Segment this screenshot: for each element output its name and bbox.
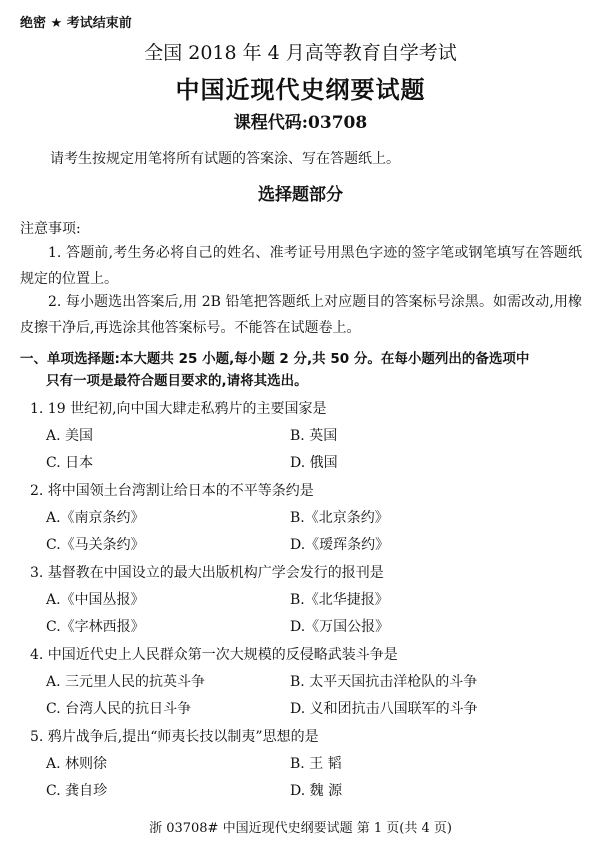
confidentiality-label: 绝密 ★ 考试结束前 [20, 16, 132, 31]
notes-heading: 注意事项: [20, 221, 81, 237]
option-a: A.《中国丛报》 [46, 592, 145, 608]
question-stem: 3. 基督教在中国设立的最大出版机构广学会发行的报刊是 [30, 565, 384, 581]
question-stem: 2. 将中国领土台湾割让给日本的不平等条约是 [30, 483, 314, 499]
part-one-heading [20, 348, 590, 392]
option-c: C. 日本 [46, 455, 94, 471]
question-stem: 4. 中国近代史上人民群众第一次大规模的反侵略武装斗争是 [30, 647, 398, 663]
option-d: D. 俄国 [290, 455, 338, 471]
note-item-2: 2. 每小题选出答案后,用 2B 铅笔把答题纸上对应题目的答案标号涂黑。如需改动,用橡皮擦干净后,再选涂其他答案标号。不能答在试题卷上。 [20, 294, 582, 336]
option-a: A.《南京条约》 [46, 510, 145, 526]
option-a: A. 美国 [46, 428, 94, 444]
exam-title: 全国 2018 年 4 月高等教育自学考试 [144, 42, 457, 64]
option-b: B.《北华捷报》 [290, 592, 389, 608]
page-footer: 浙 03708# 中国近现代史纲要试题 第 1 页(共 4 页) [149, 821, 452, 836]
option-c: C. 龚自珍 [46, 783, 108, 799]
option-d: D.《万国公报》 [290, 619, 390, 635]
option-a: A. 三元里人民的抗英斗争 [46, 674, 206, 690]
option-b: B.《北京条约》 [290, 510, 389, 526]
part-one-line-1: 一、单项选择题:本大题共 25 小题,每小题 2 分,共 50 分。在每小题列出的备选项中 [20, 351, 530, 367]
section-title: 选择题部分 [258, 185, 343, 205]
option-c: C.《马关条约》 [46, 537, 145, 553]
option-d: D. 魏 源 [290, 783, 343, 799]
option-d: D. 义和团抗击八国联军的斗争 [290, 701, 478, 717]
option-c: C. 台湾人民的抗日斗争 [46, 701, 192, 717]
option-c: C.《字林西报》 [46, 619, 145, 635]
general-instruction: 请考生按规定用笔将所有试题的答案涂、写在答题纸上。 [50, 151, 400, 167]
option-b: B. 英国 [290, 428, 338, 444]
course-code: 课程代码:03708 [233, 113, 368, 133]
option-b: B. 太平天国抗击洋枪队的斗争 [290, 674, 478, 690]
option-a: A. 林则徐 [46, 756, 108, 772]
option-b: B. 王 韬 [290, 756, 342, 772]
part-one-line-2: 只有一项是最符合题目要求的,请将其选出。 [46, 373, 308, 389]
question-stem: 5. 鸦片战争后,提出“师夷长技以制夷”思想的是 [30, 729, 319, 745]
option-d: D.《瑷珲条约》 [290, 537, 390, 553]
question-stem: 1. 19 世纪初,向中国大肆走私鸦片的主要国家是 [30, 401, 327, 417]
subject-title: 中国近现代史纲要试题 [175, 75, 426, 104]
note-item-1: 1. 答题前,考生务必将自己的姓名、准考证号用黑色字迹的签字笔或钢笔填写在答题纸规定的位置上。 [20, 245, 582, 287]
